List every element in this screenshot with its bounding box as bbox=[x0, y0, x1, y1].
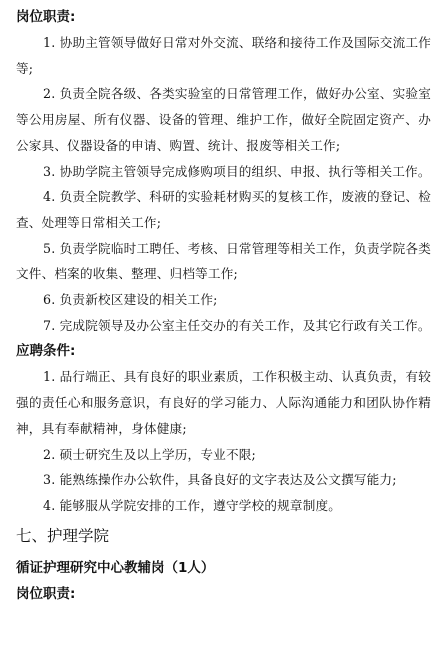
duty-item-3: 3. 协助学院主管领导完成修购项目的组织、申报、执行等相关工作。 bbox=[43, 163, 431, 179]
requirement-item-2: 2. 硕士研究生及以上学历，专业不限; bbox=[43, 446, 256, 462]
duties-heading: 岗位职责: bbox=[16, 9, 76, 25]
duty-item-6: 6. 负责新校区建设的相关工作; bbox=[43, 292, 218, 308]
duty-item-5: 5. 负责学院临时工聘任、考核、日常管理等相关工作，负责学院各类文件、档案的收集、整理、归档等工作; bbox=[16, 240, 431, 282]
duty-item-2: 2. 负责全院各级、各类实验室的日常管理工作，做好办公室、实验室等公用房屋、所有仪器、设备的管理、维护工作，做好全院固定资产、办公家具、仪器设备的申请、购置、统计、报废等相关工作; bbox=[16, 86, 431, 153]
duty-item-7: 7. 完成院领导及办公室主任交办的有关工作，及其它行政有关工作。 bbox=[43, 317, 431, 333]
requirements-heading: 应聘条件: bbox=[16, 343, 76, 360]
requirement-item-3: 3. 能熟练操作办公软件，具备良好的文字表达及公文撰写能力; bbox=[43, 472, 397, 488]
requirement-item-4: 4. 能够服从学院安排的工作，遵守学校的规章制度。 bbox=[43, 497, 342, 513]
section-title: 七、护理学院 bbox=[16, 526, 110, 545]
duties-heading-2: 岗位职责: bbox=[16, 585, 76, 602]
position-title: 循证护理研究中心教辅岗（1人） bbox=[16, 559, 215, 576]
duty-item-4: 4. 负责全院教学、科研的实验耗材购买的复核工作，废液的登记、检查、处理等日常相关工作; bbox=[16, 189, 431, 230]
requirement-item-1: 1. 品行端正、具有良好的职业素质，工作积极主动、认真负责，有较强的责任心和服务意识，有良好的学习能力、人际沟通能力和团队协作精神，具有奉献精神，身体健康; bbox=[16, 369, 431, 436]
duty-item-1: 1. 协助主管领导做好日常对外交流、联络和接待工作及国际交流工作等; bbox=[16, 35, 431, 76]
